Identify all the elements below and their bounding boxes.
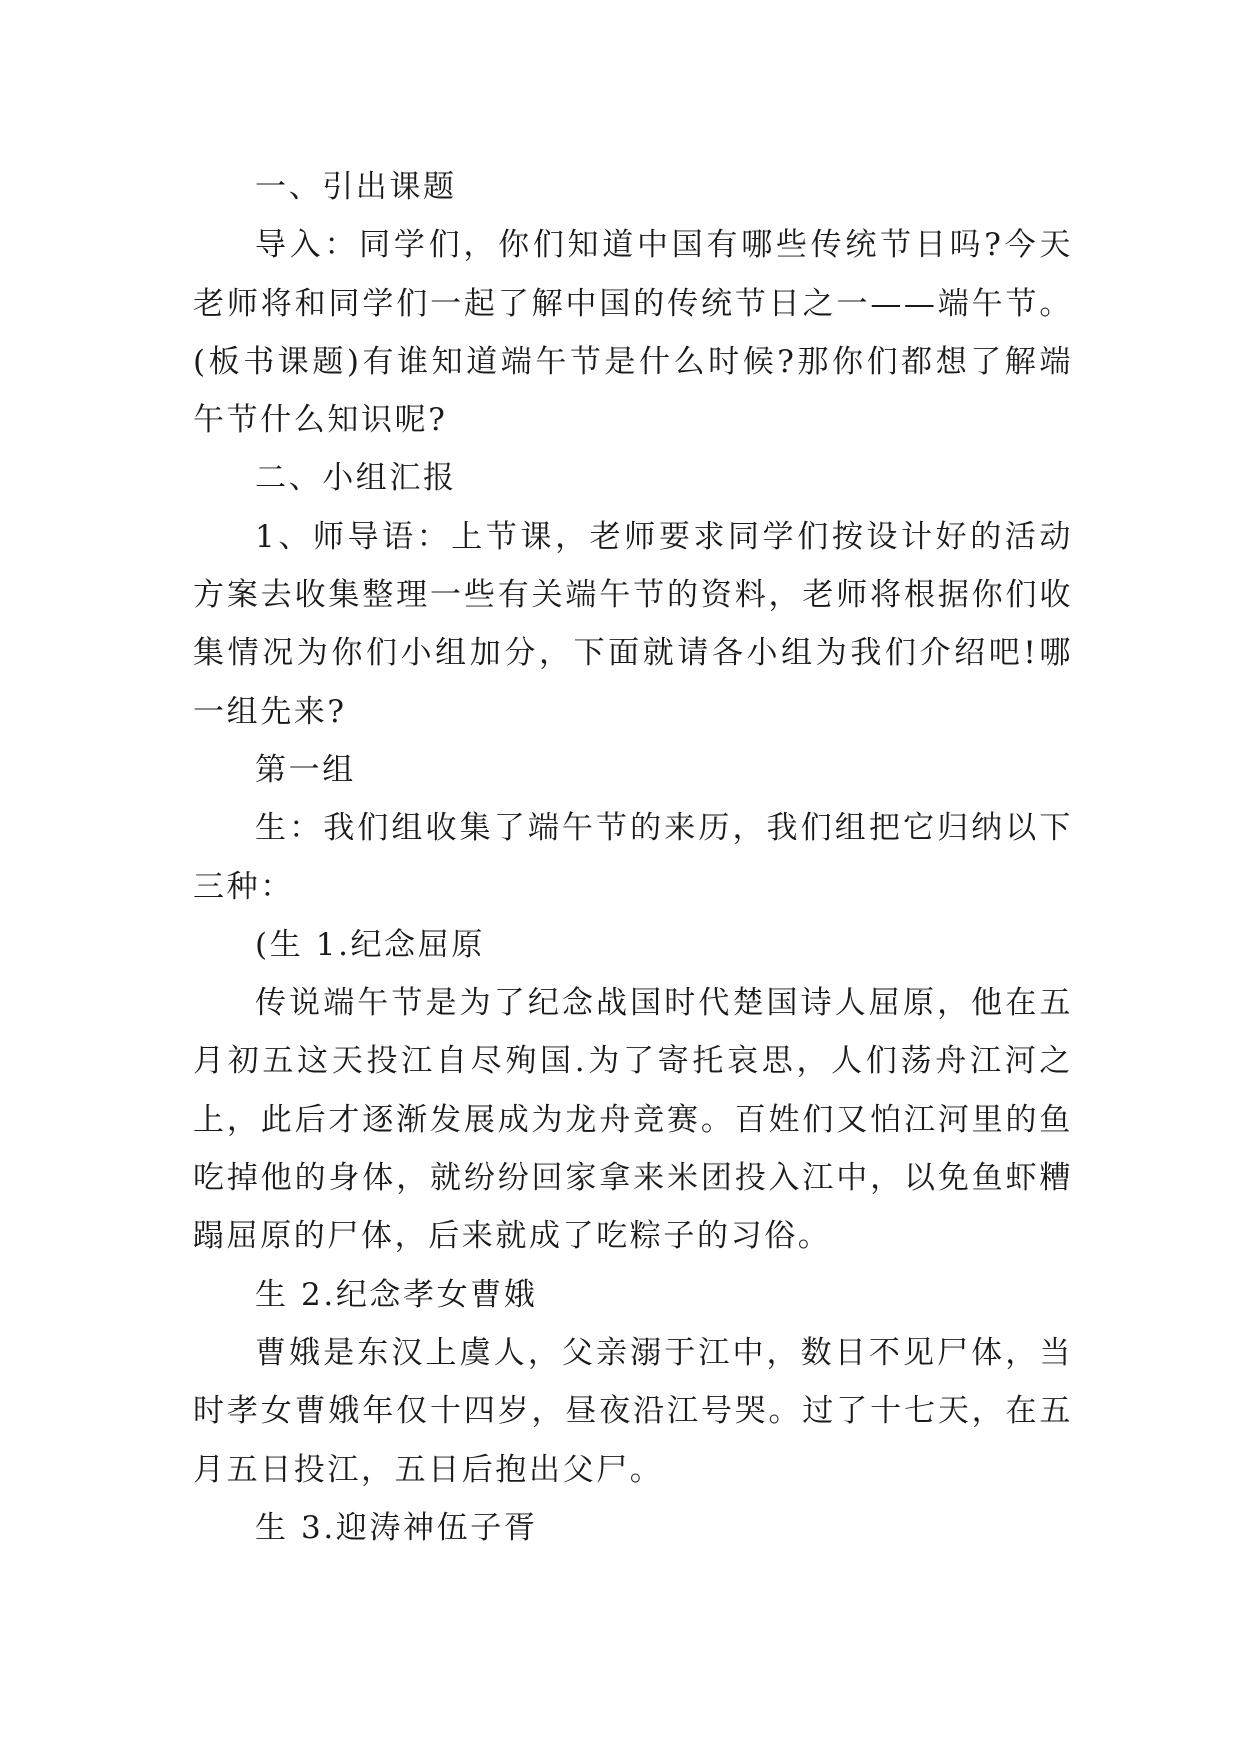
item-heading-cao-e: 生 2.纪念孝女曹娥 — [255, 1276, 538, 1313]
section-heading-group-report: 二、小组汇报 — [255, 460, 457, 497]
item-heading-wu-zixu: 生 3.迎涛神伍子胥 — [255, 1509, 538, 1546]
paragraph-student-summary: 生：我们组收集了端午节的来历，我们组把它归纳以下三种： — [193, 810, 1073, 905]
item-heading-qu-yuan: (生 1.纪念屈原 — [255, 926, 485, 963]
paragraph-teacher-guide: 1、师导语：上节课，老师要求同学们按设计好的活动方案去收集整理一些有关端午节的资料，老师将根据你们收集情况为你们小组加分，下面就请各小组为我们介绍吧!哪一组先来? — [193, 518, 1073, 730]
section-heading-intro: 一、引出课题 — [255, 169, 457, 205]
group-one-label: 第一组 — [255, 751, 356, 788]
paragraph-cao-e: 曹娥是东汉上虞人，父亲溺于江中，数日不见尸体，当时孝女曹娥年仅十四岁，昼夜沿江号哭。过了十七天，在五月五日投江，五日后抱出父尸。 — [193, 1334, 1073, 1488]
document-body — [193, 158, 1073, 1557]
paragraph-qu-yuan: 传说端午节是为了纪念战国时代楚国诗人屈原，他在五月初五这天投江自尽殉国.为了寄托哀思，人们荡舟江河之上，此后才逐渐发展成为龙舟竞赛。百姓们又怕江河里的鱼吃掉他的身体，就纷纷回家拿来米团投入江中，以免鱼虾糟蹋屈原的尸体，后来就成了吃粽子的习俗。 — [193, 985, 1073, 1255]
paragraph-introduction: 导入：同学们，你们知道中国有哪些传统节日吗?今天老师将和同学们一起了解中国的传统节日之一——端午节。(板书课题)有谁知道端午节是什么时候?那你们都想了解端午节什么知识呢? — [193, 227, 1073, 439]
